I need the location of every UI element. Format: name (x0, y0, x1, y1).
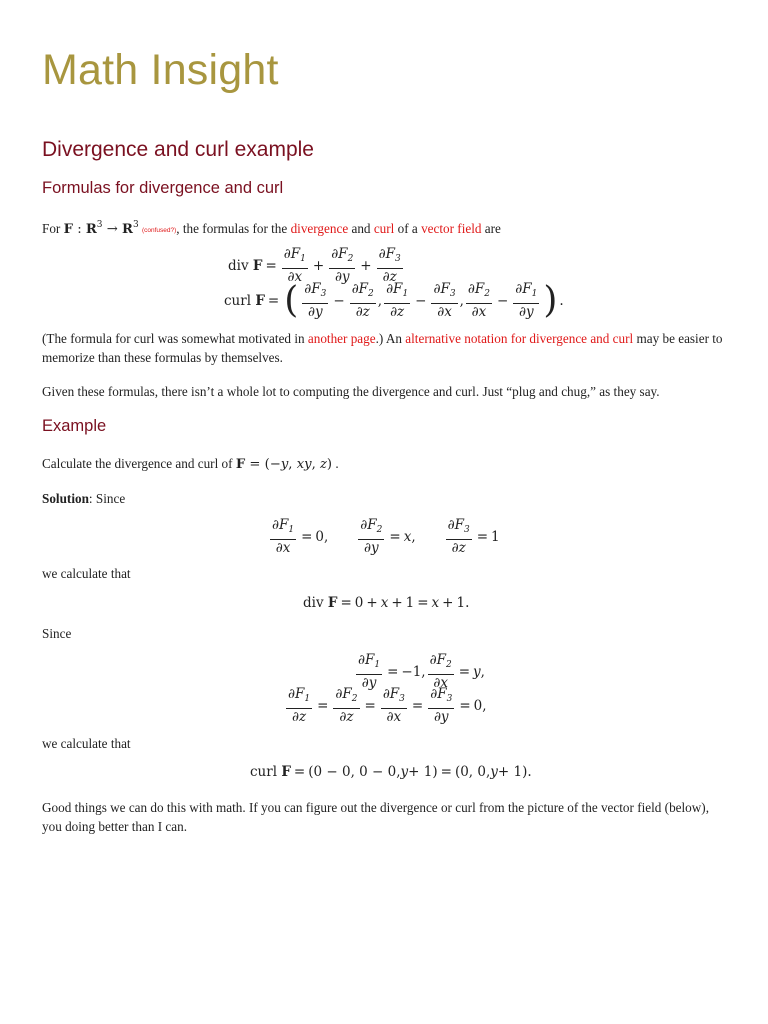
motivation-paragraph (42, 329, 732, 367)
curl-link[interactable]: curl (373, 221, 395, 236)
partials-row-2: $\frac{\partial F_1}{\partial y}$ = −1, $\frac{\partial F_2}{\partial x}$ = y , (358, 652, 485, 691)
closing-paragraph: Good things we can do this with math. If you can figure out the divergence or curl from the picture of the vector field (below), you doing better than I can. (42, 800, 709, 834)
curl-result: curl F = (0 − 0, 0 − 0, y + 1) = (0, 0, y + 1). (250, 764, 532, 780)
solution-since: : Since (88, 491, 126, 506)
alt-notation-link[interactable]: alternative notation for divergence and curl (405, 331, 634, 346)
partials-row-1: $\frac{\partial F_1}{\partial x}$ = 0, $\frac{\partial F_2}{\partial y}$ = x , $\frac{\partial F_3}{\partial z}$ = 1 (272, 517, 500, 556)
div-formula: div F = $\frac{\partial F_1}{\partial x}$ + $\frac{\partial F_2}{\partial y}$ + $\frac{\partial F_3}{\partial z}$ (228, 246, 401, 285)
we-calculate-1: we calculate that (42, 566, 131, 581)
intro-paragraph (42, 216, 732, 240)
solution-label: Solution (42, 491, 89, 506)
given-paragraph: Given these formulas, there isn’t a whole lot to computing the divergence and curl. Just “plug and chug,” as they say. (42, 384, 660, 399)
intro-text-1: , the formulas for the (176, 221, 288, 236)
section-heading-example: Example (42, 417, 107, 435)
confused-link[interactable]: (confused?) (141, 227, 177, 234)
field-definition: F = (−y, xy, z) (235, 457, 333, 472)
page-title: Divergence and curl example (42, 138, 314, 161)
divergence-link[interactable]: divergence (290, 221, 349, 236)
intro-text-4: are (484, 221, 501, 236)
motivation-text-3: may be easier to memorize than these formulas by themselves. (42, 331, 723, 365)
section-heading-formulas: Formulas for divergence and curl (42, 179, 284, 197)
motivation-text-1: (The formula for curl was somewhat motivated in (42, 331, 305, 346)
div-result: div F = 0 + x + 1 = x + 1. (303, 595, 470, 611)
since-2: Since (42, 626, 72, 641)
vector-field-link[interactable]: vector field (421, 221, 482, 236)
calc-paragraph: Calculate the divergence and curl of F = (−y, xy, z) . (42, 456, 339, 472)
curl-formula: curl F = ( $\frac{\partial F_3}{\partial y}$ − $\frac{\partial F_2}{\partial z}$ , $\frac{\partial F_1}{\partial z}$ − $\frac{\partial F_3}{\partial x}$ , $\frac{\partial F_2}{\partial x}$ − $\frac{\partial F_1}{\partial y}$ ) . (224, 280, 564, 321)
calc-text: Calculate the divergence and curl of (42, 456, 233, 471)
intro-text-3: of a (397, 221, 418, 236)
we-calculate-2: we calculate that (42, 736, 131, 751)
motivation-text-2: .) An (375, 331, 402, 346)
map-notation: F : $R^3 \to R^3$ (63, 220, 139, 237)
partials-row-3: $\frac{\partial F_1}{\partial z}$ = $\frac{\partial F_2}{\partial z}$ = $\frac{\partial F_3}{\partial x}$ = $\frac{\partial F_3}{\partial y}$ = 0, (288, 686, 487, 725)
site-title[interactable]: Math Insight (42, 46, 279, 94)
another-page-link[interactable]: another page (307, 331, 376, 346)
intro-for: For (42, 221, 61, 236)
solution-paragraph (42, 489, 732, 508)
intro-text-2: and (351, 221, 371, 236)
